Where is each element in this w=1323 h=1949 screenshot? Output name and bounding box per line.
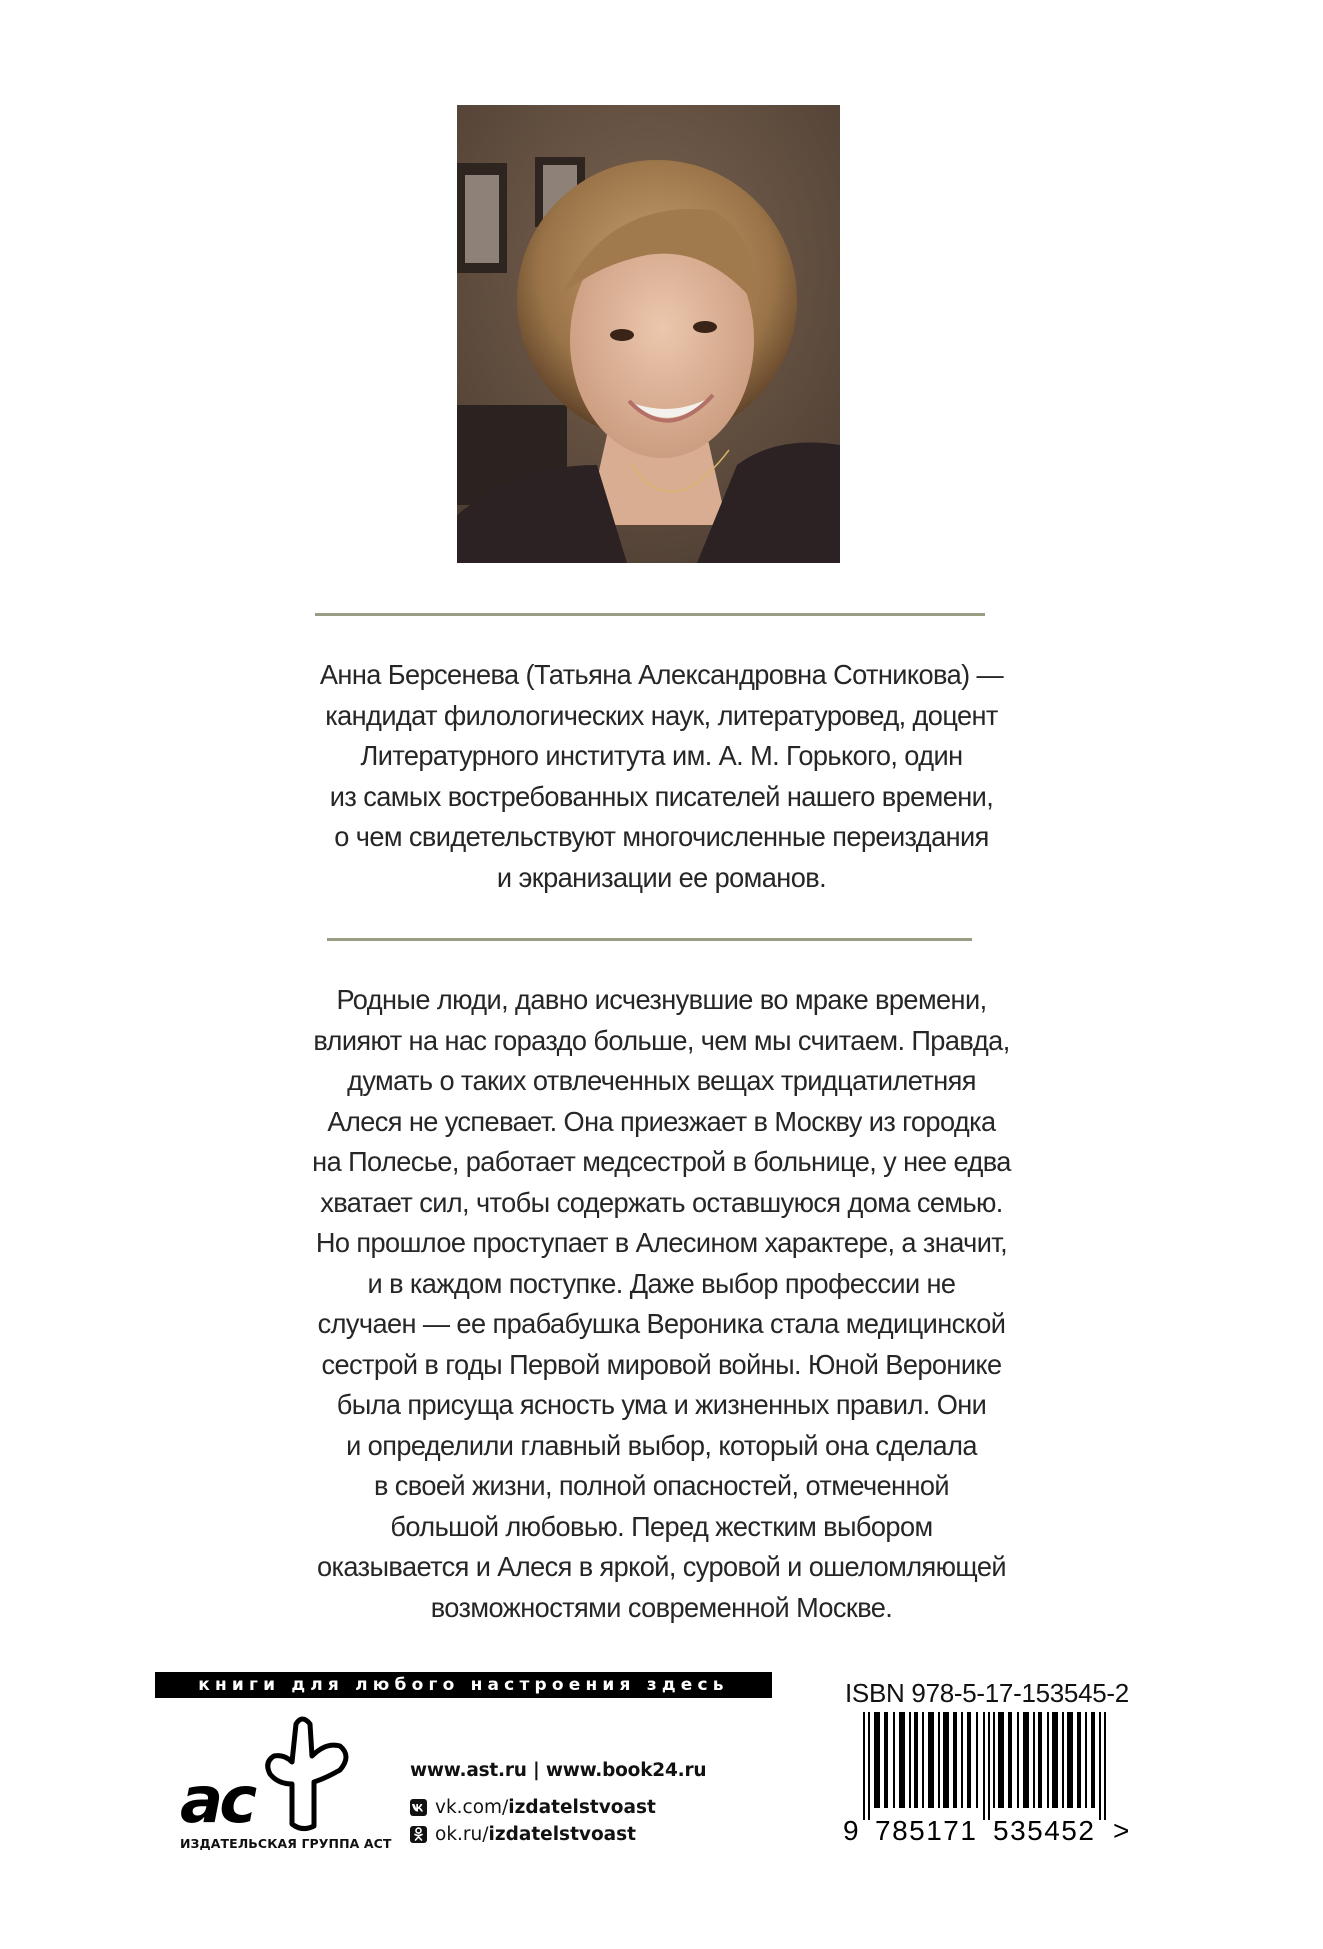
bio-line: и экранизации ее романов. [496,861,827,893]
ast-logo-icon [176,1712,396,1842]
section-divider [315,613,985,616]
vk-icon [410,1799,427,1816]
barcode-left-digits: 785171 [875,1815,978,1846]
annotation-line: Но прошлое проступает в Алесином характере, а значит, [315,1227,1008,1258]
vk-prefix: vk.com/ [435,1796,509,1818]
annotation-line: случаен — ее прабабушка Вероника стала медицинской [317,1308,1006,1339]
annotation-line: сестрой в годы Первой мировой войны. Юной Веронике [321,1348,1002,1380]
slogan-banner: книги для любого настроения здесь [155,1672,772,1698]
barcode-right-digits: 535452 [993,1815,1096,1846]
annotation-line: думать о таких отвлеченных вещах тридцатилетняя [347,1065,976,1096]
svg-text:ac: ac [180,1764,254,1838]
author-bio [204,655,1119,898]
website-links[interactable]: www.ast.ru | www.book24.ru [410,1760,707,1781]
annotation-line: Родные люди, давно исчезнувшие во мраке времени, [336,984,987,1015]
ok-prefix: ok.ru/ [435,1823,489,1845]
annotation-line: возможностями современной Москве. [430,1591,893,1623]
ok-icon [410,1826,427,1843]
annotation-line: в своей жизни, полной опасностей, отмеченной [374,1470,949,1501]
portrait-image [457,105,840,563]
quiet-zone-marker: > [1113,1815,1130,1846]
vk-handle: izdatelstvoast [508,1796,656,1818]
publisher-links [410,1760,706,1846]
bio-line: о чем свидетельствуют многочисленные переиздания [334,821,989,852]
publisher-logo [176,1712,396,1842]
bio-line: Литературного института им. А. М. Горького, один [360,740,963,771]
book-annotation [204,980,1119,1628]
annotation-line: на Полесье, работает медсестрой в больнице, у нее едва [312,1146,1011,1177]
ok-handle: izdatelstvoast [488,1823,637,1845]
ok-link[interactable] [410,1822,706,1846]
annotation-line: хватает сил, чтобы содержать оставшуюся дома семью. [320,1186,1003,1218]
bio-line: Анна Берсенева (Татьяна Александровна Сотникова) — [319,659,1004,690]
annotation-line: большой любовью. Перед жестким выбором [390,1510,933,1542]
annotation-line: и определили главный выбор, который она сделала [346,1429,977,1461]
barcode [843,1712,1133,1852]
author-photo [457,105,840,563]
bio-line: из самых востребованных писателей нашего времени, [329,780,994,812]
barcode-icon [843,1712,1133,1852]
bio-line: кандидат филологических наук, литературовед, доцент [325,699,998,731]
section-divider [327,938,972,941]
annotation-line: Алеся не успевает. Она приезжает в Москву из городка [327,1105,996,1137]
annotation-line: оказывается и Алеся в яркой, суровой и ошеломляющей [316,1551,1007,1582]
barcode-first-digit: 9 [843,1815,859,1846]
isbn-label: ISBN 978-5-17-153545-2 [845,1678,1129,1708]
annotation-line: и в каждом поступке. Даже выбор профессии не [367,1267,956,1299]
publisher-caption: ИЗДАТЕЛЬСКАЯ ГРУППА АСТ [180,1836,392,1851]
annotation-line: влияют на нас гораздо больше, чем мы считаем. Правда, [313,1024,1010,1056]
annotation-line: была присуща ясность ума и жизненных правил. Они [336,1389,987,1420]
vk-link[interactable] [410,1795,706,1819]
